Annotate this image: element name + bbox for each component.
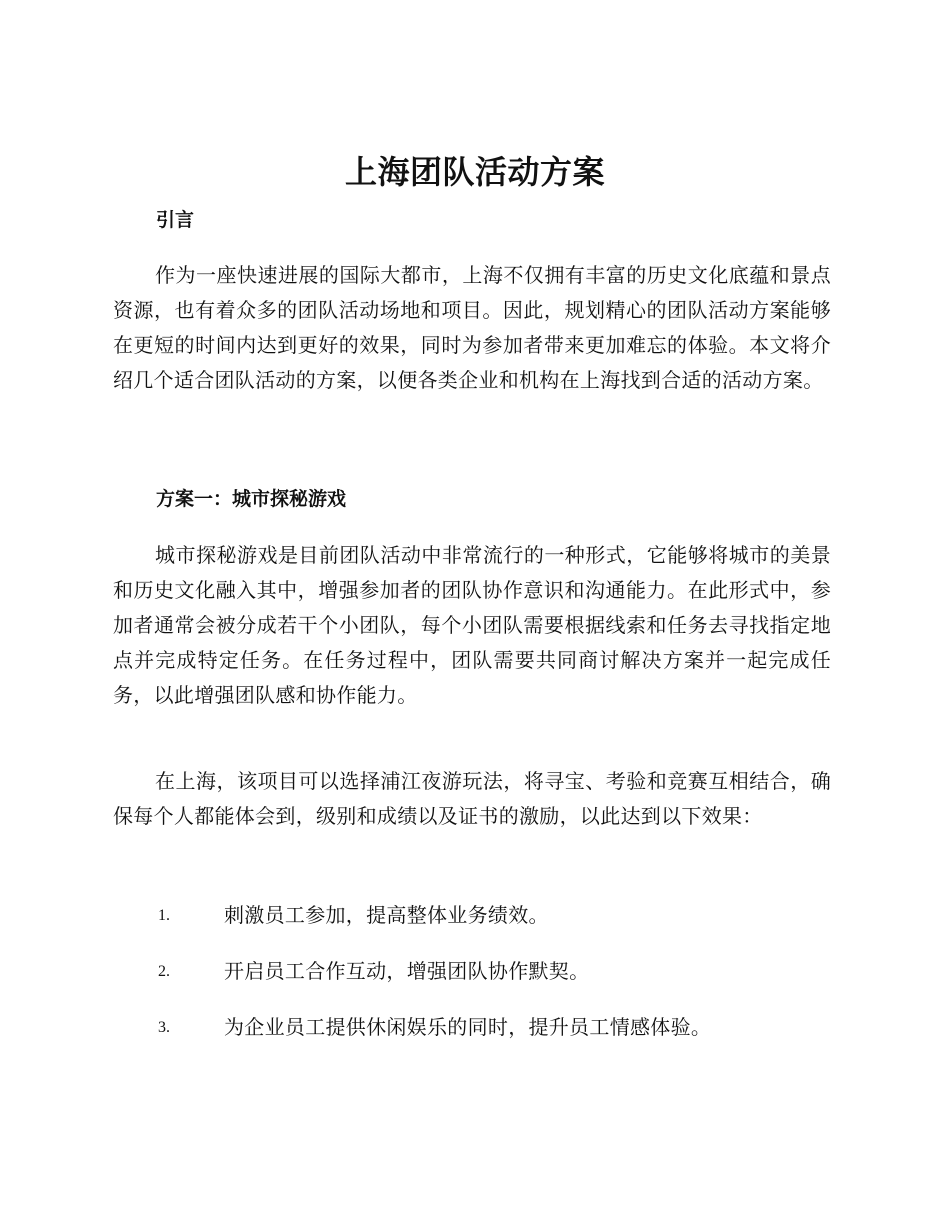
list-item-text: 刺激员工参加，提高整体业务绩效。	[224, 903, 549, 927]
list-item	[0, 1010, 950, 1066]
plan-one-paragraph: 城市探秘游戏是目前团队活动中非常流行的一种形式，它能够将城市的美景和历史文化融入其中，增强参加者的团队协作意识和沟通能力。在此形式中，参加者通常会被分成若干个小团队，每个小团队需要根据线索和任务去寻找指定地点并完成特定任务。在任务过程中，团队需要共同商讨解决方案并一起完成任务，以此增强团队感和协作能力。	[113, 543, 831, 707]
effects-list	[0, 898, 950, 1066]
section-heading-introduction: 引言	[156, 209, 195, 231]
list-item	[0, 954, 950, 1010]
list-item-number: 3.	[158, 1019, 170, 1036]
document-title: 上海团队活动方案	[344, 153, 605, 191]
plan-one-shanghai-paragraph: 在上海，该项目可以选择浦江夜游玩法，将寻宝、考验和竞赛互相结合，确保每个人都能体会到，级别和成绩以及证书的激励，以此达到以下效果：	[113, 769, 831, 828]
list-item	[0, 898, 950, 954]
list-item-text: 开启员工合作互动，增强团队协作默契。	[224, 959, 590, 983]
list-item-number: 2.	[158, 963, 170, 980]
introduction-paragraph: 作为一座快速进展的国际大都市，上海不仅拥有丰富的历史文化底蕴和景点资源，也有着众多的团队活动场地和项目。因此，规划精心的团队活动方案能够在更短的时间内达到更好的效果，同时为参加者带来更加难忘的体验。本文将介绍几个适合团队活动的方案，以便各类企业和机构在上海找到合适的活动方案。	[113, 263, 831, 392]
list-item-text: 为企业员工提供休闲娱乐的同时，提升员工情感体验。	[224, 1015, 712, 1039]
section-heading-plan-one: 方案一：城市探秘游戏	[156, 488, 347, 510]
list-item-number: 1.	[158, 907, 170, 924]
